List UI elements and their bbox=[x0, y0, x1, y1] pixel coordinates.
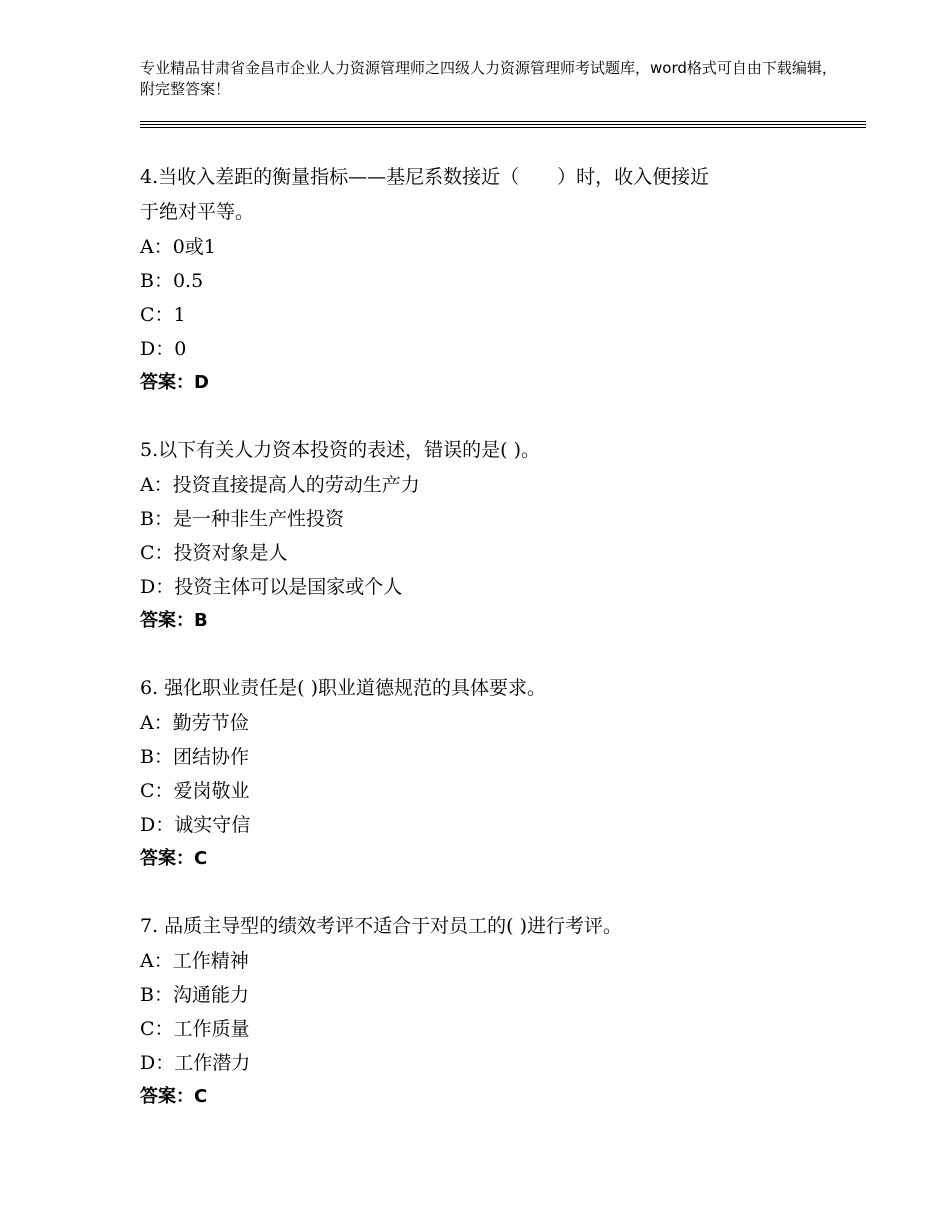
answer: 答案：B bbox=[140, 610, 208, 631]
header-rule bbox=[140, 127, 866, 128]
question-4 bbox=[140, 160, 820, 400]
answer: 答案：C bbox=[140, 1086, 208, 1107]
option-d: D：投资主体可以是国家或个人 bbox=[140, 576, 403, 598]
question-stem: 4.当收入差距的衡量指标——基尼系数接近（ ）时，收入便接近 bbox=[140, 166, 710, 188]
question-stem: 5.以下有关人力资本投资的表述，错误的是( )。 bbox=[140, 439, 540, 461]
option-c: C：爱岗敬业 bbox=[140, 780, 250, 802]
question-stem: 6. 强化职业责任是( )职业道德规范的具体要求。 bbox=[140, 677, 547, 699]
answer: 答案：D bbox=[140, 372, 209, 393]
option-c: C：1 bbox=[140, 304, 186, 326]
document-header: 专业精品甘肃省金昌市企业人力资源管理师之四级人力资源管理师考试题库，word格式可自由下载编辑，附完整答案！ bbox=[140, 59, 837, 98]
option-d: D：工作潜力 bbox=[140, 1052, 251, 1074]
option-b: B：团结协作 bbox=[140, 746, 249, 768]
question-list bbox=[140, 160, 820, 1147]
question-6 bbox=[140, 671, 820, 876]
option-c: C：工作质量 bbox=[140, 1018, 250, 1040]
option-b: B：是一种非生产性投资 bbox=[140, 508, 344, 530]
option-b: B：0.5 bbox=[140, 270, 204, 292]
option-a: A：工作精神 bbox=[140, 950, 249, 972]
answer: 答案：C bbox=[140, 848, 208, 869]
question-5 bbox=[140, 433, 820, 638]
option-a: A：0或1 bbox=[140, 236, 216, 258]
option-c: C：投资对象是人 bbox=[140, 542, 288, 564]
option-d: D：0 bbox=[140, 338, 187, 360]
question-stem-continued: 于绝对平等。 bbox=[140, 201, 255, 223]
option-a: A：投资直接提高人的劳动生产力 bbox=[140, 474, 420, 496]
option-b: B：沟通能力 bbox=[140, 984, 249, 1006]
header-rule bbox=[140, 121, 866, 122]
header-rule bbox=[140, 124, 866, 125]
option-a: A：勤劳节俭 bbox=[140, 712, 249, 734]
question-7 bbox=[140, 909, 820, 1114]
question-stem: 7. 品质主导型的绩效考评不适合于对员工的( )进行考评。 bbox=[140, 915, 623, 937]
option-d: D：诚实守信 bbox=[140, 814, 251, 836]
